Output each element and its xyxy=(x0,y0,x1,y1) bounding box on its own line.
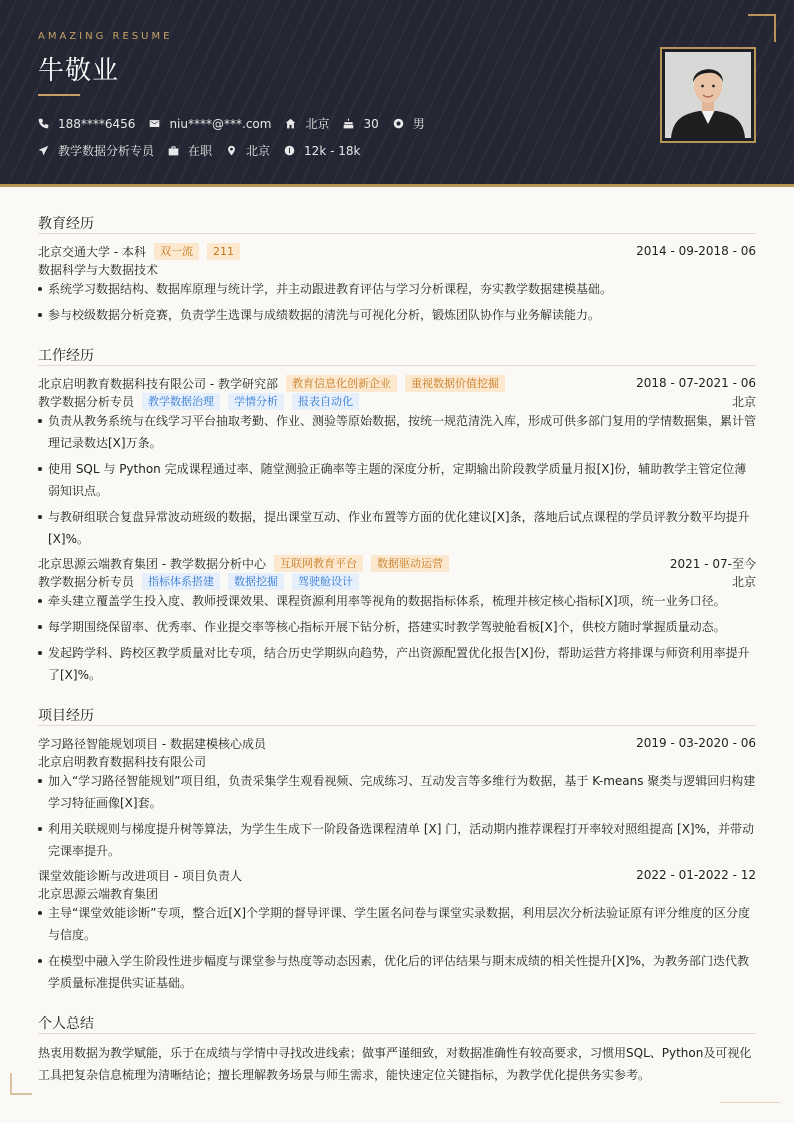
age-value: 30 xyxy=(363,116,379,131)
job-role-row xyxy=(38,572,756,590)
education-bullet: 系统学习数据结构、数据库原理与统计学，并主动跟进教育评估与学习分析课程，夯实教学数据建模基础。 xyxy=(38,278,756,300)
profile-photo xyxy=(665,52,751,138)
project-name: 学习路径智能规划项目 - 数据建模核心成员 xyxy=(38,736,266,751)
company-tag: 教育信息化创新企业 xyxy=(286,375,397,392)
city-value: 北京 xyxy=(305,117,330,131)
education-date: 2014 - 09-2018 - 06 xyxy=(636,244,756,258)
job-role: 教学数据分析专员 xyxy=(38,394,135,409)
work-section-title: 工作经历 xyxy=(38,348,94,364)
avatar xyxy=(665,52,751,138)
school-name: 北京交通大学 - 本科 xyxy=(38,244,146,259)
section-divider xyxy=(38,725,756,726)
job-role-row xyxy=(38,392,756,410)
project-org: 北京思源云端教育集团 xyxy=(38,886,159,901)
major-name: 数据科学与大数据技术 xyxy=(38,262,159,277)
job-bullet: 负责从教务系统与在线学习平台抽取考勤、作业、测验等原始数据，按统一规范清洗入库，形成可供多部门复用的学情数据集，累计管理记录数达[X]万条。 xyxy=(38,410,756,454)
status-info xyxy=(168,142,212,159)
name-underline xyxy=(38,94,80,96)
phone-value: 188****6456 xyxy=(58,116,136,131)
project-bullet: 在模型中融入学生阶段性进步幅度与课堂参与热度等动态因素，优化后的评估结果与期末成绩的相关性提升[X]%，为教务部门迭代教学质量标准提供实证基础。 xyxy=(38,950,756,994)
corner-ornament xyxy=(748,14,776,42)
education-section-title: 教育经历 xyxy=(38,216,94,232)
age-info xyxy=(343,117,378,131)
gender-value: 男 xyxy=(412,117,425,131)
job-city: 北京 xyxy=(731,574,756,589)
resume-header xyxy=(0,0,794,184)
company-name: 北京思源云端教育集团 - 教学数据分析中心 xyxy=(38,556,266,571)
section-divider xyxy=(38,1033,756,1034)
resume-tagline: AMAZING RESUME xyxy=(38,31,173,42)
skill-tag: 学情分析 xyxy=(228,393,284,410)
position-info xyxy=(38,142,154,159)
job-city: 北京 xyxy=(731,394,756,409)
position-value: 教学数据分析专员 xyxy=(58,144,155,158)
corner-ornament xyxy=(10,1073,32,1095)
major-row xyxy=(38,260,756,278)
summary-section-title: 个人总结 xyxy=(38,1016,94,1032)
skill-tag: 报表自动化 xyxy=(292,393,359,410)
skill-tag: 教学数据治理 xyxy=(142,393,220,410)
email-info xyxy=(149,117,271,131)
candidate-name: 牛敬业 xyxy=(38,56,120,86)
projects-section-title: 项目经历 xyxy=(38,708,94,724)
company-tag: 数据驱动运营 xyxy=(371,555,449,572)
profile-photo-frame xyxy=(660,47,756,143)
company-tag: 互联网教育平台 xyxy=(274,555,363,572)
phone-info xyxy=(38,117,135,131)
section-divider xyxy=(38,365,756,366)
education-bullet: 参与校级数据分析竞赛，负责学生选课与成绩数据的清洗与可视化分析，锻炼团队协作与业务解读能力。 xyxy=(38,304,756,326)
footer-line xyxy=(720,1102,780,1103)
cake-icon xyxy=(343,118,354,129)
summary-text: 热衷用数据为教学赋能，乐于在成绩与学情中寻找改进线索；做事严谨细致，对数据准确性有较高要求，习惯用SQL、Python及可视化工具把复杂信息梳理为清晰结论；擅长理解教务场景与师生需求，能快速定位关键指标，为教学优化提供务实参考。 xyxy=(38,1046,752,1082)
job-bullet: 使用 SQL 与 Python 完成课程通过率、随堂测验正确率等主题的深度分析，定期输出阶段教学质量月报[X]份，辅助教学主管定位薄弱知识点。 xyxy=(38,458,756,502)
school-tag: 211 xyxy=(207,243,240,260)
email-value: niu****@***.com xyxy=(169,116,272,131)
project-org-row xyxy=(38,752,756,770)
project-bullet: 加入“学习路径智能规划”项目组，负责采集学生观看视频、完成练习、互动发言等多维行为数据，基于 K-means 聚类与逻辑回归构建学习特征画像[X]套。 xyxy=(38,770,756,814)
mail-icon xyxy=(149,118,160,129)
intent-row xyxy=(38,142,374,159)
phone-icon xyxy=(38,118,49,129)
salary-info xyxy=(284,144,360,158)
briefcase-icon xyxy=(168,145,179,156)
education-header-row xyxy=(38,242,756,260)
send-icon xyxy=(38,145,49,156)
project-date: 2022 - 01-2022 - 12 xyxy=(636,868,756,882)
project-name: 课堂效能诊断与改进项目 - 项目负责人 xyxy=(38,868,242,883)
intent-city-info xyxy=(226,142,270,159)
status-value: 在职 xyxy=(188,144,213,158)
job-role: 教学数据分析专员 xyxy=(38,574,135,589)
gender-icon xyxy=(393,118,404,129)
job-bullet: 牵头建立覆盖学生投入度、教师授课效果、课程资源利用率等视角的数据指标体系，梳理并核定核心指标[X]项，统一业务口径。 xyxy=(38,590,756,612)
location-pin-icon xyxy=(226,145,237,156)
job-date: 2021 - 07-至今 xyxy=(669,556,756,571)
project-bullet: 利用关联规则与梯度提升树等算法，为学生生成下一阶段备选课程清单 [X] 门，活动期内推荐课程打开率较对照组提高 [X]%，并带动完课率提升。 xyxy=(38,818,756,862)
home-icon xyxy=(285,118,296,129)
city-info xyxy=(285,115,329,132)
intent-city-value: 北京 xyxy=(246,144,271,158)
job-company-row xyxy=(38,374,756,392)
job-bullet: 与教研组联合复盘异常波动班级的数据，提出课堂互动、作业布置等方面的优化建议[X]条，落地后试点课程的学员评教分数平均提升[X]%。 xyxy=(38,506,756,550)
job-company-row xyxy=(38,554,756,572)
project-org-row xyxy=(38,884,756,902)
project-header-row xyxy=(38,734,756,752)
company-name: 北京启明教育数据科技有限公司 - 教学研究部 xyxy=(38,376,278,391)
job-bullet: 发起跨学科、跨校区教学质量对比专项，结合历史学期纵向趋势，产出资源配置优化报告[X]份，帮助运营方将排课与师资利用率提升了[X]%。 xyxy=(38,642,756,686)
skill-tag: 数据挖掘 xyxy=(228,573,284,590)
gender-info xyxy=(393,115,425,132)
section-divider xyxy=(38,233,756,234)
coin-icon xyxy=(284,145,295,156)
contact-row xyxy=(38,115,439,132)
job-bullet: 每学期围绕保留率、优秀率、作业提交率等核心指标开展下钻分析，搭建实时教学驾驶舱看板[X]个，供校方随时掌握质量动态。 xyxy=(38,616,756,638)
skill-tag: 指标体系搭建 xyxy=(142,573,220,590)
header-divider xyxy=(0,184,794,187)
project-org: 北京启明教育数据科技有限公司 xyxy=(38,754,207,769)
job-date: 2018 - 07-2021 - 06 xyxy=(636,376,756,390)
project-bullet: 主导“课堂效能诊断”专项，整合近[X]个学期的督导评课、学生匿名问卷与课堂实录数据，利用层次分析法验证原有评分维度的区分度与信度。 xyxy=(38,902,756,946)
company-tag: 重视数据价值挖掘 xyxy=(405,375,505,392)
project-date: 2019 - 03-2020 - 06 xyxy=(636,736,756,750)
project-header-row xyxy=(38,866,756,884)
salary-value: 12k - 18k xyxy=(304,143,361,158)
skill-tag: 驾驶舱设计 xyxy=(292,573,359,590)
school-tag: 双一流 xyxy=(154,243,199,260)
